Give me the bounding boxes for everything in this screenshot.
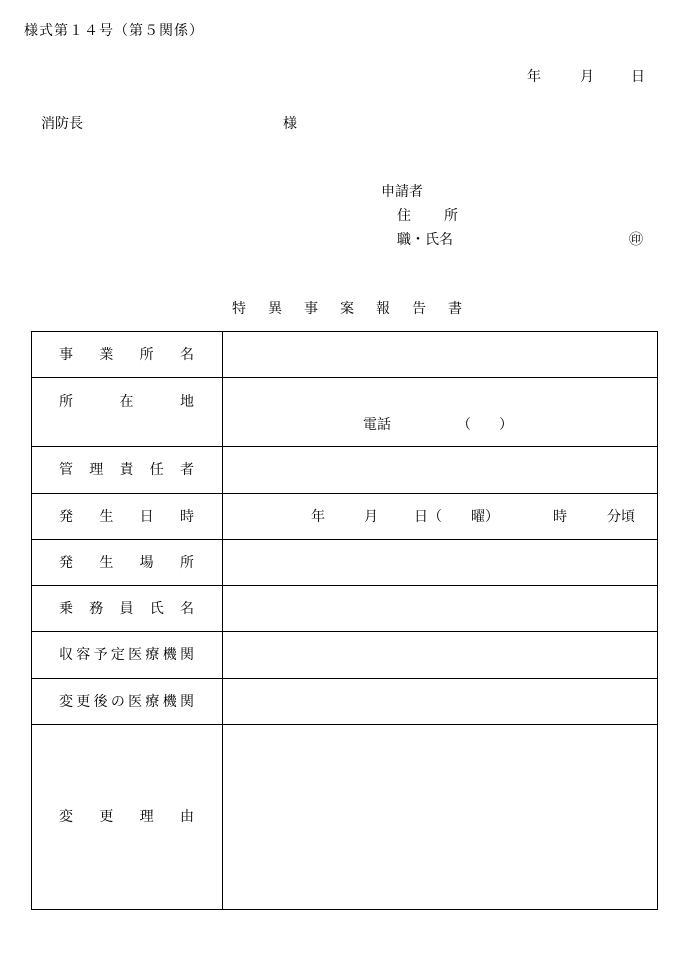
table-row xyxy=(32,494,658,540)
datetime-day-label: 日（ xyxy=(414,508,442,525)
row-label-occurrence-datetime: 発 生 日 時 xyxy=(32,494,223,540)
phone-label: 電話 xyxy=(363,417,391,433)
row-label-crew-name: 乗 務 員 氏 名 xyxy=(32,586,223,632)
table-row xyxy=(32,632,658,679)
change-reason-field[interactable] xyxy=(223,725,658,910)
date-year-label: 年 xyxy=(527,69,541,85)
phone-paren-open: （ xyxy=(457,417,471,433)
document-title: 特 異 事 案 報 告 書 xyxy=(232,301,462,317)
addressee-honorific: 様 xyxy=(283,116,297,132)
phone-paren-close: ） xyxy=(499,417,513,433)
table-row xyxy=(32,378,658,447)
table-row xyxy=(32,540,658,586)
location-field[interactable] xyxy=(223,378,658,447)
addressee-organization: 消防長 xyxy=(41,116,83,132)
occurrence-datetime-field[interactable] xyxy=(223,494,658,540)
table-row xyxy=(32,586,658,632)
row-label-changed-hospital: 変 更 後 の 医 療 機 関 xyxy=(32,679,223,725)
form-number: 様式第１４号（第５関係） xyxy=(24,23,204,39)
occurrence-place-field[interactable] xyxy=(223,540,658,586)
table-row xyxy=(32,447,658,494)
applicant-label: 申請者 xyxy=(381,184,423,200)
date-month-label: 月 xyxy=(580,69,594,85)
applicant-address-label: 住 所 xyxy=(397,208,458,224)
report-table xyxy=(31,331,658,910)
planned-hospital-field[interactable] xyxy=(223,632,658,679)
table-row xyxy=(32,725,658,910)
datetime-year-label: 年 xyxy=(311,508,325,525)
datetime-month-label: 月 xyxy=(364,508,378,525)
row-label-occurrence-place: 発 生 場 所 xyxy=(32,540,223,586)
business-name-field[interactable] xyxy=(223,332,658,378)
datetime-weekday-label: 曜） xyxy=(471,508,499,525)
table-row xyxy=(32,332,658,378)
manager-field[interactable] xyxy=(223,447,658,494)
datetime-hour-label: 時 xyxy=(553,508,567,525)
date-day-label: 日 xyxy=(631,69,645,85)
changed-hospital-field[interactable] xyxy=(223,679,658,725)
row-label-manager: 管 理 責 任 者 xyxy=(32,447,223,494)
row-label-business-name: 事 業 所 名 xyxy=(32,332,223,378)
datetime-minute-label: 分頃 xyxy=(607,508,635,525)
crew-name-field[interactable] xyxy=(223,586,658,632)
table-row xyxy=(32,679,658,725)
row-label-planned-hospital: 収 容 予 定 医 療 機 関 xyxy=(32,632,223,679)
applicant-name-label: 職・氏名 xyxy=(397,232,453,248)
row-label-change-reason: 変 更 理 由 xyxy=(32,725,223,910)
row-label-location: 所 在 地 xyxy=(32,378,223,447)
seal-mark: ㊞ xyxy=(629,232,643,248)
